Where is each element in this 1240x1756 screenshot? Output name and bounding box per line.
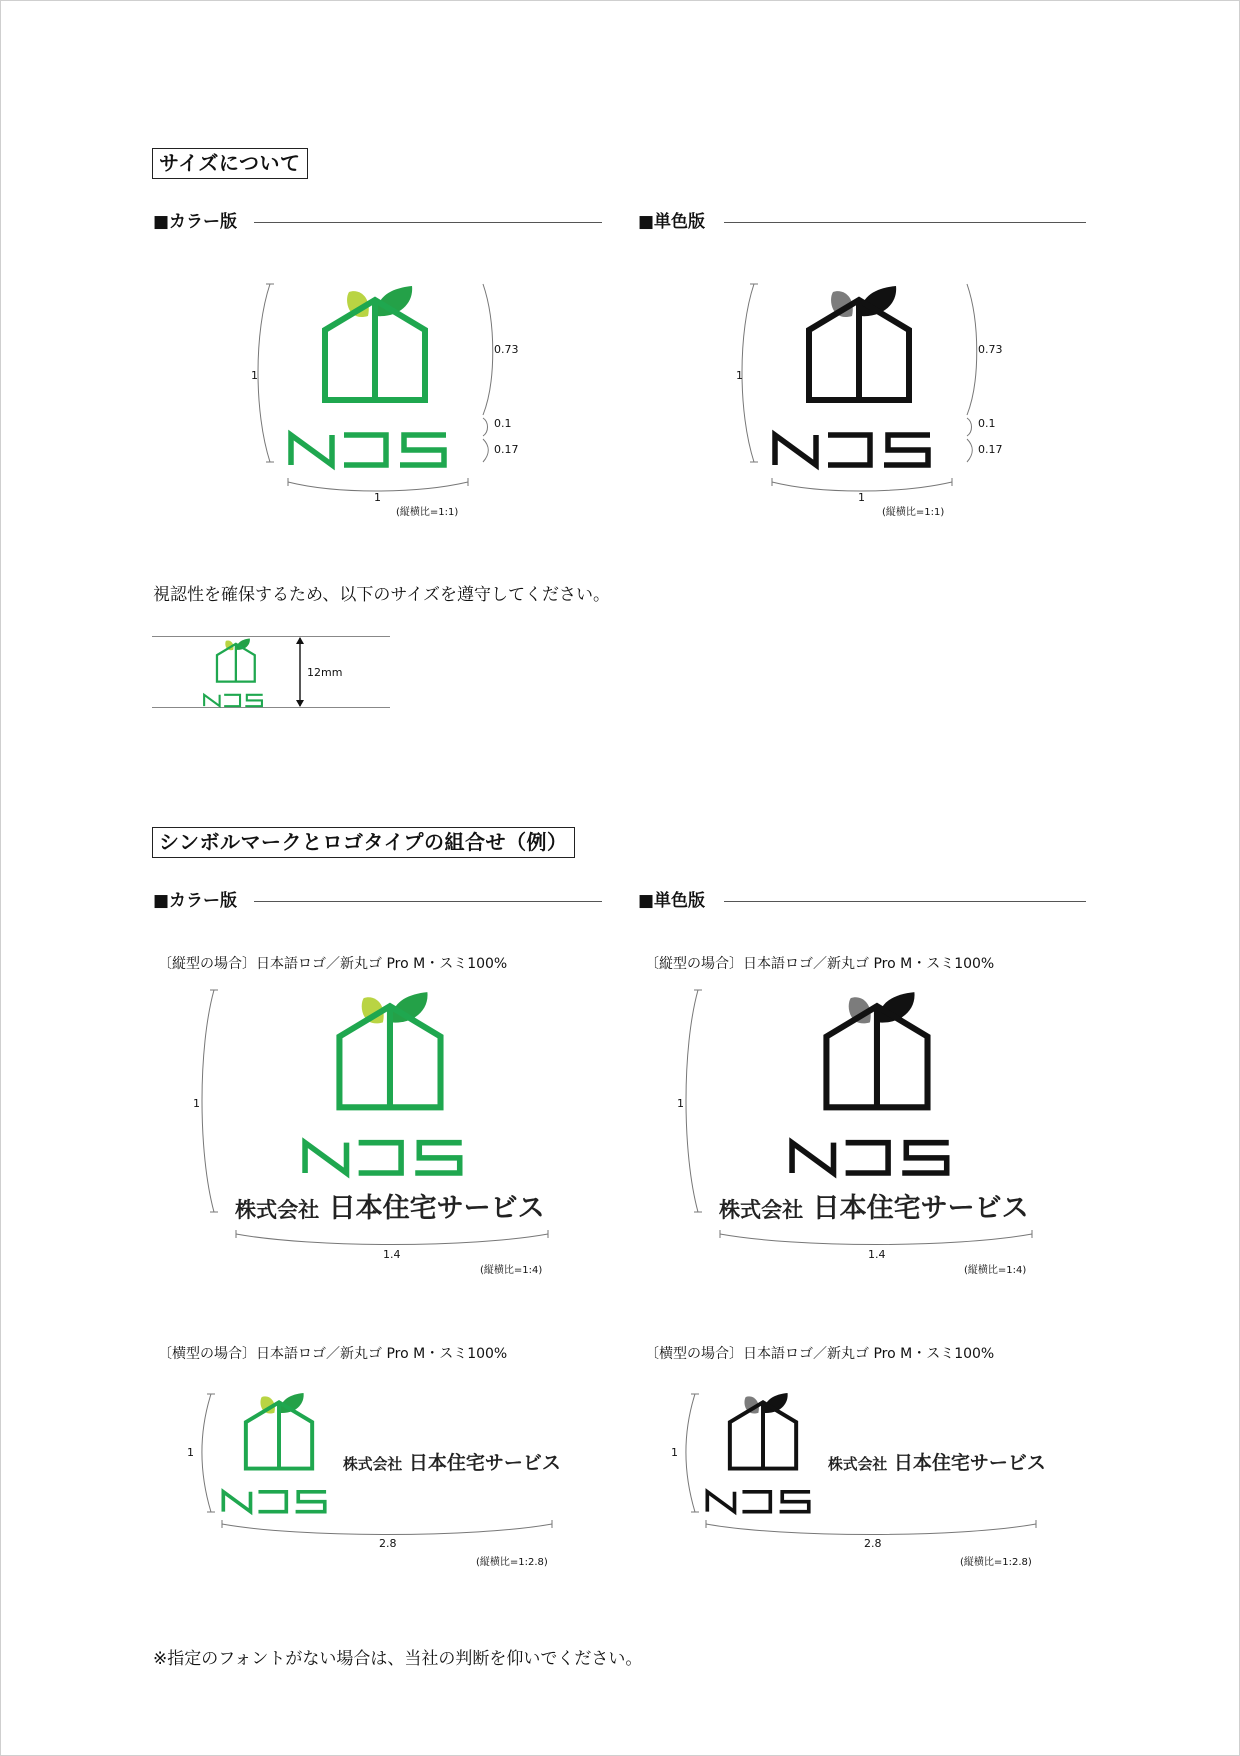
combo-color-label: ■カラー版: [153, 891, 238, 911]
vertical-mono-height-value: 1: [677, 1097, 684, 1110]
color-right-brackets: [478, 282, 508, 464]
horizontal-mono-company: [828, 1448, 1046, 1475]
vertical-color-height-value: 1: [193, 1097, 200, 1110]
vertical-color-width-value: 1.4: [383, 1248, 401, 1261]
horizontal-color-height-bracket: [196, 1392, 218, 1514]
company-prefix: 株式会社: [235, 1197, 320, 1222]
min-size-logo: [198, 637, 276, 705]
color-logo-symbol: [286, 282, 470, 462]
size-mono-label: ■単色版: [638, 212, 706, 232]
horizontal-color-ratio: (縦横比=1:2.8): [476, 1557, 548, 1568]
vertical-mono-ratio: (縦横比=1:4): [964, 1265, 1027, 1276]
mono-width-value: 1: [858, 491, 865, 504]
horizontal-mono-logo: [704, 1390, 826, 1510]
company-prefix: 株式会社: [828, 1456, 888, 1473]
mono-right-brackets: [962, 282, 992, 464]
horizontal-mono-height-bracket: [680, 1392, 702, 1514]
company-name: 日本住宅サービス: [328, 1193, 545, 1224]
vertical-mono-width-bracket: [718, 1230, 1034, 1250]
vertical-color-company: [235, 1186, 545, 1225]
company-name: 日本住宅サービス: [893, 1452, 1046, 1474]
color-gap-value: 0.1: [494, 417, 512, 430]
size-mono-rule: [724, 222, 1086, 223]
vertical-color-ratio: (縦横比=1:4): [480, 1265, 543, 1276]
size-color-rule: [254, 222, 602, 223]
vertical-mono-logo: [787, 988, 973, 1170]
horizontal-color-width-value: 2.8: [379, 1537, 397, 1550]
color-top-value: 0.73: [494, 343, 519, 356]
vertical-mono-caption: 〔縦型の場合〕日本語ロゴ／新丸ゴ Pro M・スミ100%: [645, 956, 995, 972]
mono-height-value: 1: [736, 369, 743, 382]
color-width-value: 1: [374, 491, 381, 504]
company-prefix: 株式会社: [343, 1456, 403, 1473]
combo-mono-rule: [724, 901, 1086, 902]
min-size-arrow: [294, 636, 306, 708]
min-size-value: 12mm: [307, 666, 343, 679]
size-section-heading: サイズについて: [152, 148, 308, 179]
horizontal-mono-height-value: 1: [671, 1446, 678, 1459]
visibility-instruction: 視認性を確保するため、以下のサイズを遵守してください。: [153, 585, 610, 605]
vertical-color-caption: 〔縦型の場合〕日本語ロゴ／新丸ゴ Pro M・スミ100%: [158, 956, 508, 972]
footer-note: ※指定のフォントがない場合は、当社の判断を仰いでください。: [153, 1649, 643, 1669]
company-prefix: 株式会社: [719, 1197, 804, 1222]
horizontal-mono-ratio: (縦横比=1:2.8): [960, 1557, 1032, 1568]
mono-top-value: 0.73: [978, 343, 1003, 356]
horizontal-color-company: [343, 1448, 561, 1475]
combo-section-heading: シンボルマークとロゴタイプの組合せ（例）: [152, 827, 575, 858]
size-color-label: ■カラー版: [153, 212, 238, 232]
horizontal-mono-width-value: 2.8: [864, 1537, 882, 1550]
min-size-bottom-rule: [152, 707, 390, 708]
horizontal-color-logo: [220, 1390, 342, 1510]
mono-gap-value: 0.1: [978, 417, 996, 430]
combo-mono-label: ■単色版: [638, 891, 706, 911]
color-height-value: 1: [251, 369, 258, 382]
company-name: 日本住宅サービス: [812, 1193, 1029, 1224]
vertical-color-logo: [300, 988, 486, 1170]
mono-logo-symbol: [770, 282, 954, 462]
color-bottom-value: 0.17: [494, 443, 519, 456]
mono-bottom-value: 0.17: [978, 443, 1003, 456]
company-name: 日本住宅サービス: [408, 1452, 561, 1474]
color-ratio: (縦横比=1:1): [396, 507, 459, 518]
mono-ratio: (縦横比=1:1): [882, 507, 945, 518]
vertical-mono-width-value: 1.4: [868, 1248, 886, 1261]
horizontal-color-height-value: 1: [187, 1446, 194, 1459]
combo-color-rule: [254, 901, 602, 902]
vertical-color-width-bracket: [234, 1230, 550, 1250]
vertical-mono-company: [719, 1186, 1029, 1225]
horizontal-color-caption: 〔横型の場合〕日本語ロゴ／新丸ゴ Pro M・スミ100%: [158, 1346, 508, 1362]
horizontal-mono-caption: 〔横型の場合〕日本語ロゴ／新丸ゴ Pro M・スミ100%: [645, 1346, 995, 1362]
